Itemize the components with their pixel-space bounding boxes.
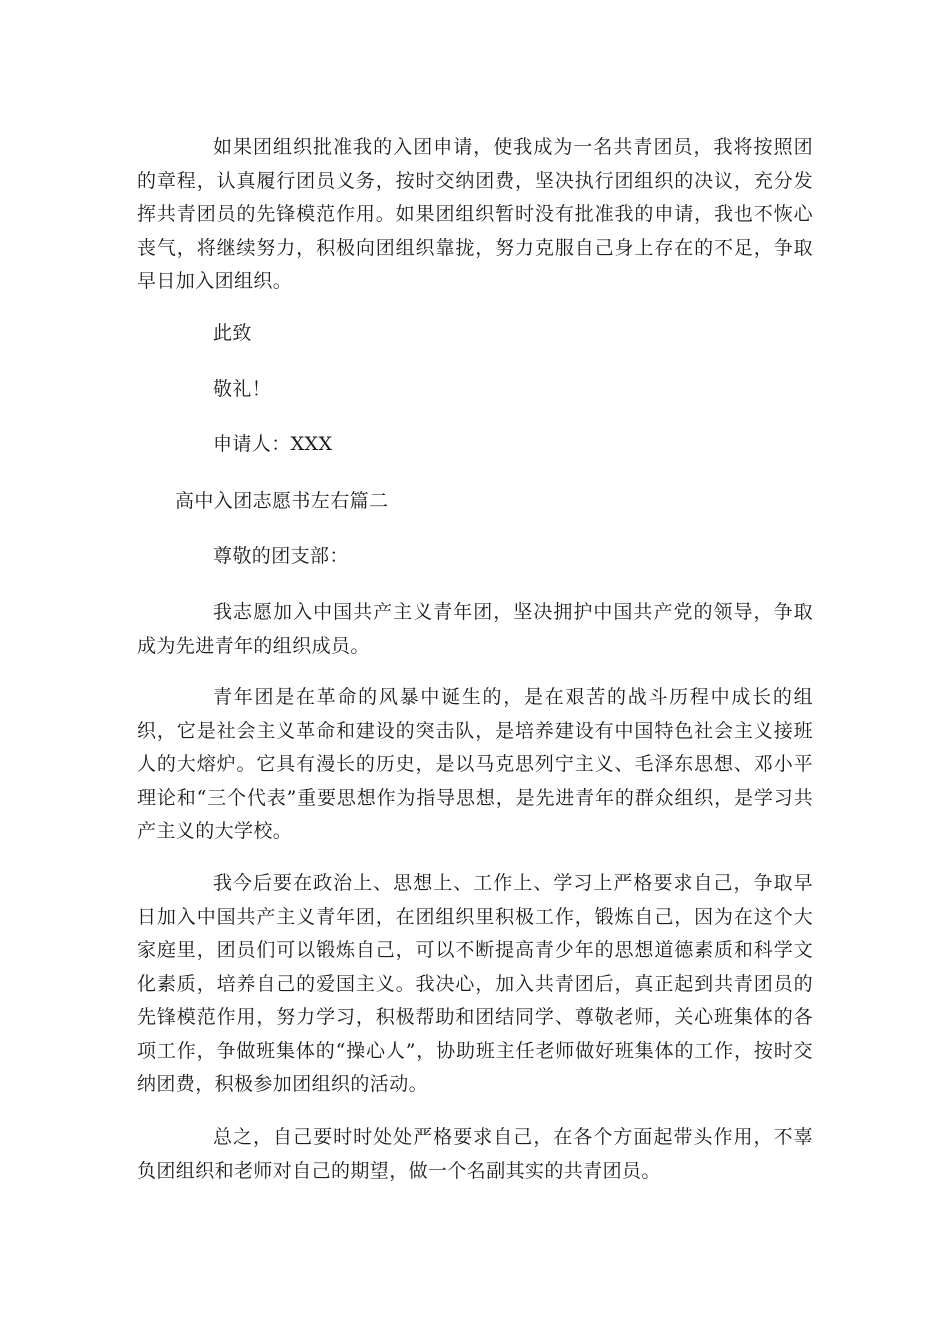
paragraph-commitments: 我今后要在政治上、思想上、工作上、学习上严格要求自己，争取早日加入中国共产主义青年团，在团组织里积极工作，锻炼自己，因为在这个大家庭里，团员们可以锻炼自己，可以不断提高青少年的思想道德素质和科学文化素质，培养自己的爱国主义。我决心，加入共青团后，真正起到共青团员的先锋模范作用，努力学习，积极帮助和团结同学、尊敬老师，关心班集体的各项工作，争做班集体的“操心人”，协助班主任老师做好班集体的工作，按时交纳团费，积极参加团组织的活动。 xyxy=(137,872,813,1095)
paragraph-league-description: 青年团是在革命的风暴中诞生的，是在艰苦的战斗历程中成长的组织，它是社会主义革命和建设的突击队，是培养建设有中国特色社会主义接班人的大熔炉。它具有漫长的历史，是以马克思列宁主义、毛泽东思想、邓小平理论和“三个代表”重要思想作为指导思想，是先进青年的群众组织，是学习共产主义的大学校。 xyxy=(137,686,813,842)
closing-line-1: 此致 xyxy=(213,322,252,344)
salutation: 尊敬的团支部： xyxy=(213,545,349,567)
signature-line: 申请人：XXX xyxy=(213,433,333,455)
section-title: 高中入团志愿书左右篇二 xyxy=(175,490,389,512)
closing-line-2: 敬礼！ xyxy=(213,378,272,400)
paragraph-intent: 我志愿加入中国共产主义青年团，坚决拥护中国共产党的领导，争取成为先进青年的组织成员。 xyxy=(137,601,813,657)
paragraph-commitment: 如果团组织批准我的入团申请，使我成为一名共青团员，我将按照团的章程，认真履行团员义务，按时交纳团费，坚决执行团组织的决议，充分发挥共青团员的先锋模范作用。如果团组织暂时没有批准我的申请，我也不恢心丧气，将继续努力，积极向团组织靠拢，努力克服自己身上存在的不足，争取早日加入团组织。 xyxy=(137,136,813,292)
paragraph-conclusion: 总之，自己要时时处处严格要求自己，在各个方面起带头作用，不辜负团组织和老师对自己的期望，做一个名副其实的共青团员。 xyxy=(137,1126,813,1182)
